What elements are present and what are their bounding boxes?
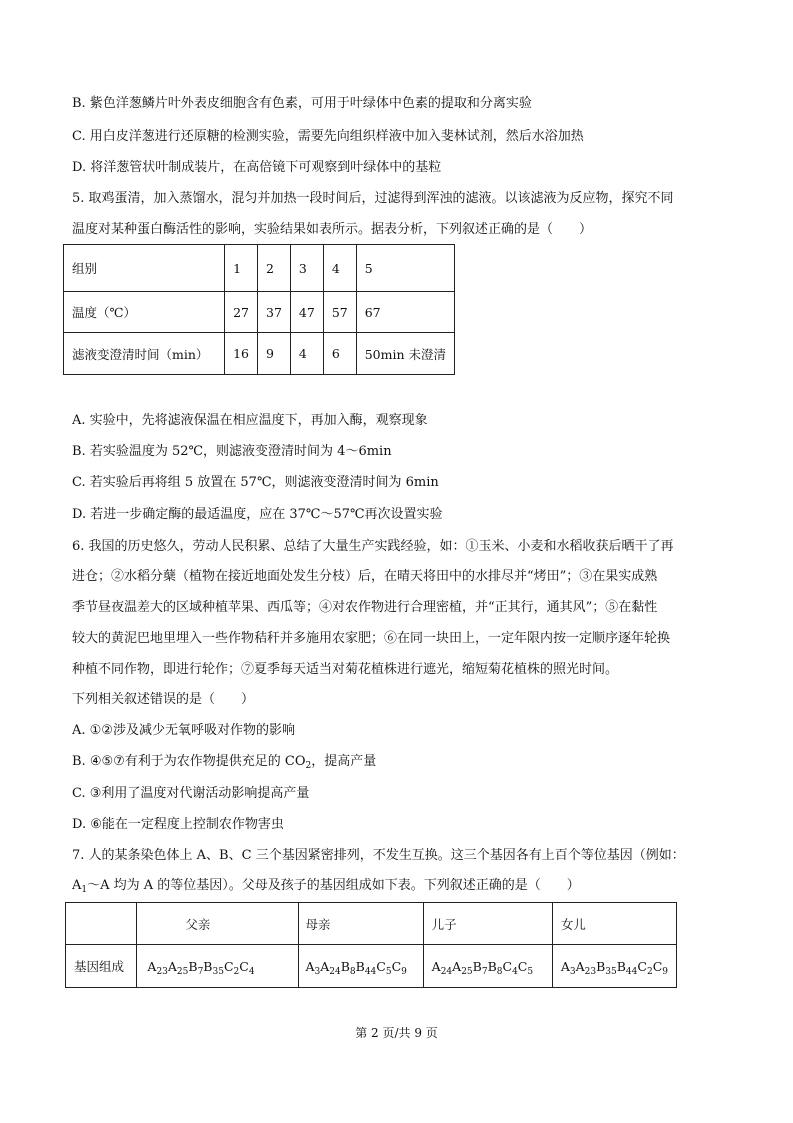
gene-letter: C — [391, 958, 402, 974]
gene-letter: C — [376, 958, 386, 974]
gene-letter: A — [452, 958, 462, 974]
gene-letter: A — [147, 958, 157, 974]
table-cell: 1 — [225, 245, 258, 292]
gene-letter: C — [502, 958, 513, 974]
table-header-daughter: 女儿 — [552, 903, 676, 945]
q7-table-row — [66, 945, 677, 988]
gene-subscript: 5 — [385, 966, 392, 977]
q5-table — [63, 244, 455, 375]
q6-stem-line-4: 较大的黄泥巴地里埋入一些作物秸秆并多施用农家肥；⑥在同一块田上，一定年限内按一定顺序逐年轮换 — [72, 631, 671, 646]
q6-option-b — [72, 753, 376, 771]
gene-subscript: 3 — [314, 966, 321, 977]
table-cell: 2 — [258, 245, 291, 292]
table-cell — [66, 903, 137, 945]
subscript: 2 — [305, 761, 312, 771]
gene-letter: B — [596, 958, 606, 974]
table-cell: 16 — [225, 333, 258, 375]
table-cell: 滤液变澄清时间（min） — [64, 333, 225, 375]
gene-subscript: 35 — [212, 966, 224, 977]
table-cell: 27 — [225, 292, 258, 333]
gene-subscript: 4 — [248, 966, 255, 977]
q6-stem-line-1: 6. 我国的历史悠久，劳动人民积累、总结了大量生产实践经验，如：①玉米、小麦和水稻收获后晒干了再 — [72, 539, 674, 554]
q4-option-b: B. 紫色洋葱鳞片叶外表皮细胞含有色素，可用于叶绿体中色素的提取和分离实验 — [72, 96, 532, 111]
gene-subscript: 8 — [496, 966, 503, 977]
gene-subscript: 5 — [527, 966, 534, 977]
gene-letter: B — [355, 958, 365, 974]
gene-subscript: 2 — [646, 966, 653, 977]
gene-subscript: 35 — [605, 966, 617, 977]
q5-option-c: C. 若实验后再将组 5 放置在 57℃，则滤液变澄清时间为 6min — [72, 475, 439, 490]
gene-subscript: 3 — [569, 966, 576, 977]
gene-letter: A — [575, 958, 585, 974]
gene-letter: A — [560, 958, 570, 974]
q7-table — [65, 902, 677, 988]
gene-subscript: 24 — [329, 966, 341, 977]
gene-letter: B — [203, 958, 213, 974]
q5-stem-line-1: 5. 取鸡蛋清，加入蒸馏水，混匀并加热一段时间后，过滤得到浑浊的滤液。以该滤液为反应物，探究不同 — [72, 191, 674, 206]
table-header-son: 儿子 — [423, 903, 552, 945]
gene-letter: C — [517, 958, 528, 974]
table-cell: 5 — [356, 245, 454, 292]
genotype-son — [423, 945, 552, 988]
genotype-daughter — [552, 945, 676, 988]
q6-option-b-text: B. ④⑤⑦有利于为农作物提供充足的 CO — [72, 754, 306, 769]
table-cell: 37 — [258, 292, 291, 333]
q5-table-row — [64, 245, 455, 292]
table-cell: 6 — [323, 333, 356, 375]
gene-subscript: 9 — [401, 966, 407, 977]
q6-option-d: D. ⑥能在一定程度上控制农作物害虫 — [72, 817, 284, 832]
gene-letter: B — [340, 958, 350, 974]
gene-letter: B — [487, 958, 497, 974]
gene-subscript: 44 — [625, 966, 638, 977]
gene-letter: C — [637, 958, 647, 974]
table-cell: 4 — [323, 245, 356, 292]
table-cell: 3 — [290, 245, 323, 292]
q5-option-a: A. 实验中，先将滤液保温在相应温度下，再加入酶，观察现象 — [72, 413, 428, 428]
q5-table-row — [64, 333, 455, 375]
q5-option-b: B. 若实验温度为 52℃，则滤液变澄清时间为 4～6min — [72, 444, 392, 459]
genotype-father — [137, 945, 299, 988]
q5-stem-line-2: 温度对某种蛋白酶活性的影响，实验结果如表所示。据表分析，下列叙述正确的是（ ） — [72, 222, 593, 237]
table-cell: 9 — [258, 333, 291, 375]
gene-subscript: 23 — [156, 966, 168, 977]
gene-subscript: 7 — [481, 966, 488, 977]
q6-stem-line-5: 种植不同作物，即进行轮作；⑦夏季每天适当对菊花植株进行遮光，缩短菊花植株的照光时间。 — [72, 662, 619, 677]
gene-letter: B — [472, 958, 482, 974]
subscript: 1 — [81, 885, 88, 895]
page-footer: 第 2 页/共 9 页 — [355, 1026, 438, 1040]
gene-subscript: 7 — [197, 966, 204, 977]
q6-stem-line-3: 季节昼夜温差大的区域种植苹果、西瓜等；④对农作物进行合理密植，并“正其行，通其风”；⑤在黏性 — [72, 600, 658, 615]
gene-letter: A — [320, 958, 330, 974]
gene-letter: C — [239, 958, 249, 974]
table-cell: 47 — [290, 292, 323, 333]
gene-letter: A — [431, 958, 441, 974]
table-cell: 4 — [290, 333, 323, 375]
table-row-label: 基因组成 — [66, 945, 137, 988]
gene-subscript: 25 — [176, 966, 189, 977]
table-cell: 温度（℃） — [64, 292, 225, 333]
gene-subscript: 2 — [233, 966, 240, 977]
q4-option-c: C. 用白皮洋葱进行还原糖的检测实验，需要先向组织样液中加入斐林试剂，然后水浴加热 — [72, 129, 584, 144]
gene-subscript: 9 — [662, 966, 668, 977]
gene-letter: B — [616, 958, 626, 974]
q4-option-d: D. 将洋葱管状叶制成装片，在高倍镜下可观察到叶绿体中的基粒 — [72, 160, 442, 175]
q6-stem-line-2: 进仓；②水稻分蘖（植物在接近地面处发生分枝）后，在晴天将田中的水排尽并“烤田”；③在果实成熟 — [72, 569, 658, 584]
table-cell: 57 — [323, 292, 356, 333]
gene-subscript: 8 — [349, 966, 356, 977]
table-cell: 组别 — [64, 245, 225, 292]
q5-option-d: D. 若进一步确定酶的最适温度，应在 37℃～57℃再次设置实验 — [72, 507, 443, 522]
q7-stem-line-1: 7. 人的某条染色体上 A、B、C 三个基因紧密排列，不发生互换。这三个基因各有上百个等位基因（例如： — [72, 848, 685, 863]
q7-table-header-row — [66, 903, 677, 945]
gene-letter: A — [305, 958, 315, 974]
table-cell: 50min 未澄清 — [356, 333, 454, 375]
gene-subscript: 4 — [512, 966, 518, 977]
q6-question: 下列相关叙述错误的是（ ） — [72, 692, 255, 707]
table-header-father: 父亲 — [137, 903, 299, 945]
gene-subscript: 25 — [461, 966, 473, 977]
genotype-mother — [299, 945, 423, 988]
q5-table-row — [64, 292, 455, 333]
q6-option-c: C. ③利用了温度对代谢活动影响提高产量 — [72, 786, 310, 801]
q7-stem-line-2 — [72, 877, 580, 895]
gene-letter: B — [188, 958, 198, 974]
table-cell: 67 — [356, 292, 454, 333]
gene-letter: A — [167, 958, 177, 974]
gene-subscript: 44 — [364, 966, 377, 977]
gene-letter: C — [652, 958, 663, 974]
q6-option-a: A. ①②涉及减少无氧呼吸对作物的影响 — [72, 723, 295, 738]
q7-stem-text: A — [72, 878, 82, 893]
gene-subscript: 24 — [440, 966, 453, 977]
q6-option-b-text-end: ，提高产量 — [311, 754, 377, 769]
gene-letter: C — [223, 958, 234, 974]
gene-subscript: 23 — [584, 966, 597, 977]
table-header-mother: 母亲 — [299, 903, 423, 945]
q7-stem-text-end: ～A 均为 A 的等位基因）。父母及孩子的基因组成如下表。下列叙述正确的是（ ） — [87, 878, 580, 893]
